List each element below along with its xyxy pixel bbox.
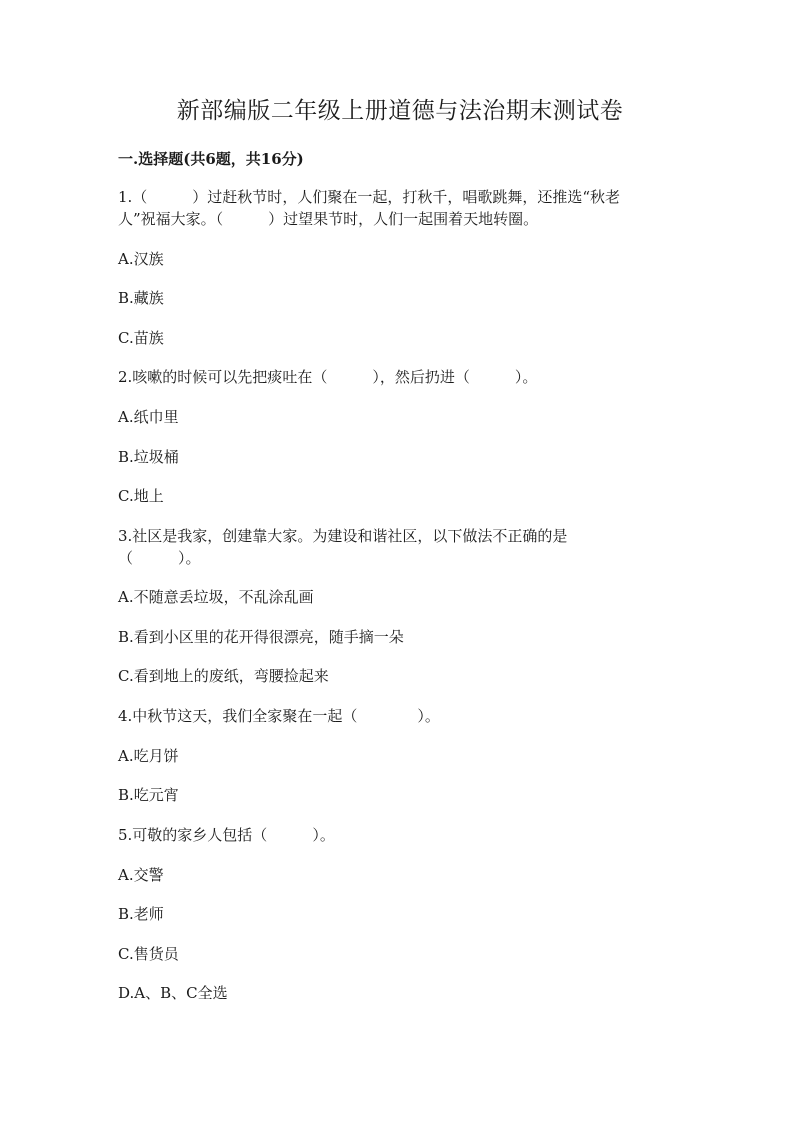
question-1-option-a: A.汉族 [118,250,164,268]
question-2-option-b: B.垃圾桶 [118,448,179,466]
section-heading: 一.选择题(共6题，共16分) [118,150,304,168]
question-2-option-c: C.地上 [118,487,164,505]
question-5-option-b: B.老师 [118,905,164,923]
question-5-option-c: C.售货员 [118,945,179,963]
question-2-option-a: A.纸巾里 [118,408,179,426]
question-stem-line: 1.（ ）过赶秋节时，人们聚在一起，打秋千，唱歌跳舞，还推选“秋老 [118,188,620,206]
document-title: 新部编版二年级上册道德与法治期末测试卷 [176,98,624,124]
question-3-option-c: C.看到地上的废纸，弯腰捡起来 [118,667,329,685]
question-stem-line: 人”祝福大家。（ ）过望果节时，人们一起围着天地转圈。 [118,210,539,228]
question-1-stem [118,186,678,230]
question-3-option-a: A.不随意丢垃圾，不乱涂乱画 [118,588,314,606]
question-1-option-b: B.藏族 [118,289,164,307]
question-1-option-c: C.苗族 [118,329,164,347]
question-5-stem: 5.可敬的家乡人包括（ ）。 [118,826,335,844]
question-3-option-b: B.看到小区里的花开得很漂亮，随手摘一朵 [118,628,404,646]
question-4-option-b: B.吃元宵 [118,786,179,804]
question-5-option-a: A.交警 [118,866,164,884]
question-stem-line: 3.社区是我家，创建靠大家。为建设和谐社区，以下做法不正确的是 [118,527,568,545]
question-4-stem: 4.中秋节这天，我们全家聚在一起（ ）。 [118,707,440,725]
question-3-stem [118,525,678,569]
question-2-stem: 2.咳嗽的时候可以先把痰吐在（ ），然后扔进（ ）。 [118,368,538,386]
question-4-option-a: A.吃月饼 [118,747,179,765]
question-5-option-d: D.A、B、C全选 [118,984,228,1002]
question-stem-line: （ ）。 [118,549,201,567]
